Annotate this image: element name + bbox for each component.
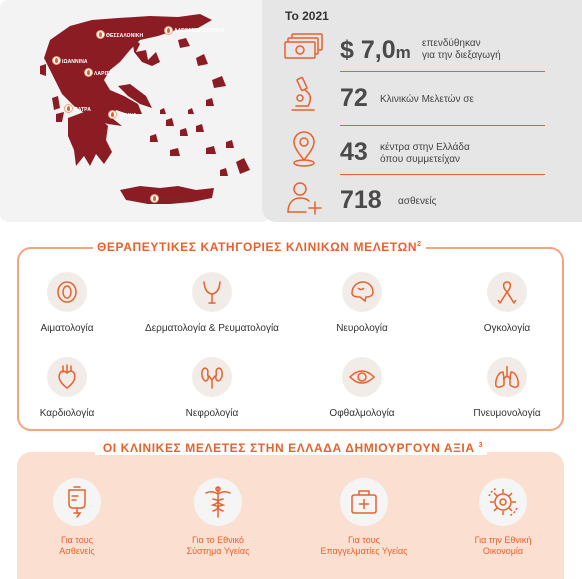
- city-pin-icon: [52, 56, 61, 65]
- value-item: Για τους Επαγγελματίες Υγείας: [294, 478, 434, 557]
- blood-cell-icon: [54, 279, 80, 305]
- iv-bag-icon: [62, 485, 92, 519]
- eye-icon: [348, 364, 376, 390]
- value-item: Για την Εθνική Οικονομία: [433, 478, 573, 557]
- stat-text: ασθενείς: [398, 196, 437, 207]
- section-title-categories: ΘΕΡΑΠΕΥΤΙΚΕΣ ΚΑΤΗΓΟΡΙΕΣ ΚΛΙΝΙΚΩΝ ΜΕΛΕΤΩΝ$^2$: [93, 240, 426, 254]
- category-item: Πνευμονολογία: [437, 357, 577, 419]
- microscope-icon: [288, 76, 318, 114]
- city-pin-icon: [150, 194, 159, 203]
- divider: [340, 174, 545, 175]
- joint-icon: [199, 279, 225, 305]
- divider: [340, 125, 545, 126]
- brain-icon: [349, 279, 375, 305]
- economy-gear-icon: [487, 486, 519, 518]
- add-user-icon: [286, 180, 324, 216]
- stat-text: επενδύθηκαν για την διεξαγωγή: [422, 38, 501, 61]
- category-item: Νεφρολογία: [142, 357, 282, 419]
- city-label: ΛΑΡΙΣΑ: [94, 71, 113, 77]
- city-pin-icon: [96, 30, 105, 39]
- money-icon: [284, 32, 324, 62]
- heart-icon: [54, 364, 80, 390]
- city-pin-icon: [84, 68, 93, 77]
- city-label: ΗΡΑΚΛΕΙΟ: [160, 197, 187, 203]
- value-item: Για το Εθνικό Σύστημα Υγείας: [148, 478, 288, 557]
- stat-value: $ 7,0m: [340, 36, 411, 64]
- city-label: ΘΕΣΣΑΛΟΝΙΚΗ: [106, 33, 144, 39]
- greece-map-panel: [0, 0, 270, 222]
- city-pin-icon: [64, 104, 73, 113]
- category-item: Οφθαλμολογία: [292, 357, 432, 419]
- city-label: ΑΘΗΝΑ: [118, 113, 137, 119]
- category-item: Αιματολογία: [0, 272, 137, 334]
- divider: [340, 71, 545, 72]
- city-label: ΠΑΤΡΑ: [74, 107, 91, 113]
- stat-text: κέντρα στην Ελλάδα όπου συμμετείχαν: [380, 142, 470, 165]
- stat-value: 72: [340, 84, 368, 112]
- kidneys-icon: [199, 364, 225, 390]
- stats-year: Το 2021: [285, 9, 329, 23]
- lungs-icon: [493, 364, 521, 390]
- stat-value: 43: [340, 138, 368, 166]
- stat-value: 718: [340, 186, 382, 214]
- city-pin-icon: [164, 26, 173, 35]
- caduceus-icon: [203, 485, 233, 519]
- city-label: ΑΛΕΞΑΝΔΡΟΥΠΟΛΗ: [174, 28, 225, 34]
- location-pin-icon: [290, 130, 318, 168]
- ribbon-icon: [494, 279, 520, 305]
- category-item: Νευρολογία: [292, 272, 432, 334]
- city-label: ΙΩΑΝΝΙΝΑ: [62, 59, 88, 65]
- city-pin-icon: [108, 110, 117, 119]
- category-item: Ογκολογία: [437, 272, 577, 334]
- value-item: Για τους Ασθενείς: [7, 478, 147, 557]
- category-item: Καρδιολογία: [0, 357, 137, 419]
- category-item: Δερματολογία & Ρευματολογία: [142, 272, 282, 334]
- medical-kit-icon: [349, 487, 379, 517]
- section-title-value: ΟΙ ΚΛΙΝΙΚΕΣ ΜΕΛΕΤΕΣ ΣΤΗΝ ΕΛΛΑΔΑ ΔΗΜΙΟΥΡΓΟΥΝ ΑΞΙΑ $^3$: [0, 441, 582, 455]
- stat-text: Κλινικών Μελετών σε: [380, 94, 474, 105]
